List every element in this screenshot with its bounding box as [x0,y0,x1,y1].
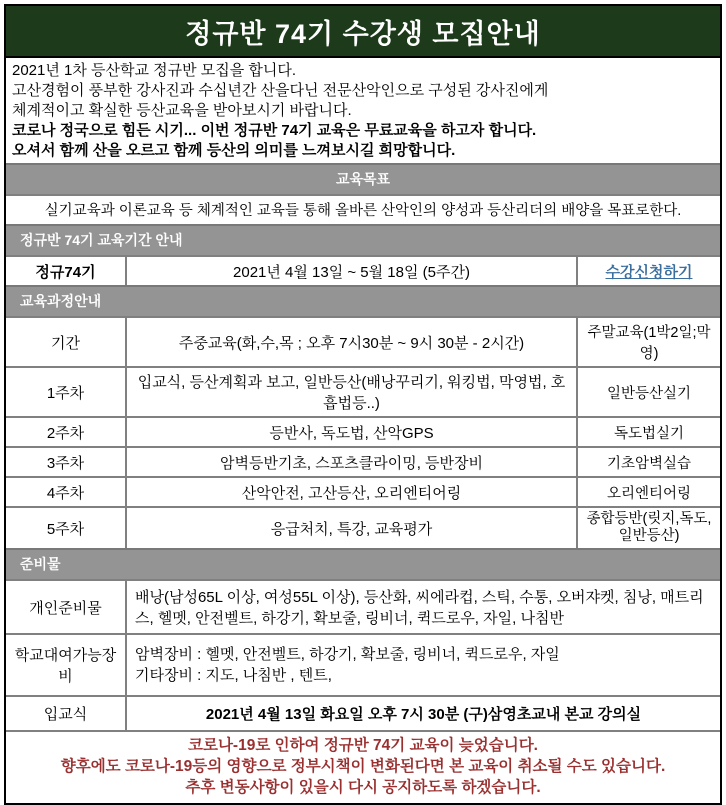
apply-link-cell [576,257,720,285]
section-header-period: 정규반 74기 교육기간 안내 [6,224,720,255]
personal-supplies-label: 개인준비물 [29,599,102,617]
apply-link[interactable]: 수강신청하기 [605,263,693,281]
page-title [6,6,720,58]
intro-line: 체계적이고 확실한 등산교육을 받아보시기 바랍니다. [12,102,352,119]
curriculum-weekend: 오리엔티어링 [576,478,720,506]
curriculum-weekday: 주중교육(화,수,목 ; 오후 7시30분 ~ 9시 30분 - 2시간) [125,318,576,366]
curriculum-weekday: 암벽등반기초, 스포츠클라이밍, 등반장비 [125,448,576,476]
rental-equipment-items [125,635,720,695]
covid-notice-line: 추후 변동사항이 있을시 다시 공지하도록 하겠습니다. [185,779,541,796]
curriculum-row-week1 [6,366,720,416]
curriculum-weekend: 종합등반(릿지,독도,일반등산) [576,508,720,548]
intro-line: 2021년 1차 등산학교 정규반 모집을 합니다. [12,62,297,79]
curriculum-row-label: 1주차 [46,384,85,402]
page-title-text: 정규반 74기 수강생 모집안내 [185,18,541,49]
section-header-curriculum: 교육과정안내 [6,285,720,316]
curriculum-row-week4 [6,476,720,506]
curriculum-row-label: 2주차 [46,424,85,442]
entrance-ceremony-info: 2021년 4월 13일 화요일 오후 7시 30분 (구)삼영초교내 본교 강의실 [125,697,720,730]
section-header-goal: 교육목표 [6,163,720,194]
covid-notice-line: 향후에도 코로나-19등의 영향으로 정부시책이 변화된다면 본 교육이 취소될 수도 있습니다. [60,758,666,775]
curriculum-row-duration [6,316,720,366]
intro-block [6,58,720,163]
period-label: 정규74기 [35,263,96,281]
rental-equipment-label: 학교대여가능장비 [14,647,117,685]
rental-climbing-gear: 암벽장비 : 헬멧, 안전벨트, 하강기, 확보줄, 링비너, 퀵드로우, 자일 [135,646,560,663]
entrance-ceremony-row [6,695,720,730]
goal-text: 실기교육과 이론교육 등 체계적인 교육들 통해 올바른 산악인의 양성과 등산리더의 배양을 목표로한다. [6,194,720,224]
curriculum-row-label: 5주차 [46,520,85,538]
period-row [6,255,720,285]
curriculum-row-week2 [6,416,720,446]
curriculum-weekend: 일반등산실기 [576,368,720,416]
curriculum-row-week3 [6,446,720,476]
intro-line-invitation: 오셔서 함께 산을 오르고 함께 등산의 의미를 느껴보시길 희망합니다. [12,142,456,159]
recruitment-notice-document [4,4,722,805]
period-dates: 2021년 4월 13일 ~ 5월 18일 (5주간) [125,257,576,285]
curriculum-weekend: 주말교육(1박2일;막영) [576,318,720,366]
covid-notice-line: 코로나-19로 인하여 정규반 74기 교육이 늦었습니다. [188,737,538,754]
curriculum-weekday: 산악안전, 고산등산, 오리엔티어링 [125,478,576,506]
curriculum-row-label: 4주차 [46,484,85,502]
section-header-supplies: 준비물 [6,548,720,579]
curriculum-row-label: 3주차 [46,454,85,472]
curriculum-weekday: 등반사, 독도법, 산악GPS [125,418,576,446]
rental-other-gear: 기타장비 : 지도, 나침반 , 텐트, [135,667,332,684]
curriculum-weekend: 독도법실기 [576,418,720,446]
intro-line-free-course: 코로나 정국으로 힘든 시기... 이번 정규반 74기 교육은 무료교육을 하고자 합니다. [12,122,537,139]
entrance-ceremony-label: 입교식 [43,706,88,723]
personal-supplies-items: 배낭(남성65L 이상, 여성55L 이상), 등산화, 씨에라컵, 스틱, 수통, 오버쟈켓, 침낭, 매트리스, 헬멧, 안전벨트, 하강기, 확보줄, 링비너, 퀵드로우, 자일, 나침반 [125,581,720,633]
covid-notice [6,730,720,803]
curriculum-row-week5 [6,506,720,548]
personal-supplies-row [6,579,720,633]
rental-equipment-row [6,633,720,695]
curriculum-weekend: 기초암벽실습 [576,448,720,476]
curriculum-row-label: 기간 [51,334,80,352]
intro-line: 고산경험이 풍부한 강사진과 수십년간 산을다닌 전문산악인으로 구성된 강사진에게 [12,82,549,99]
curriculum-weekday: 응급처치, 특강, 교육평가 [125,508,576,548]
curriculum-weekday: 입교식, 등산계획과 보고, 일반등산(배낭꾸리기, 워킹법, 막영법, 호흡법등..) [125,368,576,416]
